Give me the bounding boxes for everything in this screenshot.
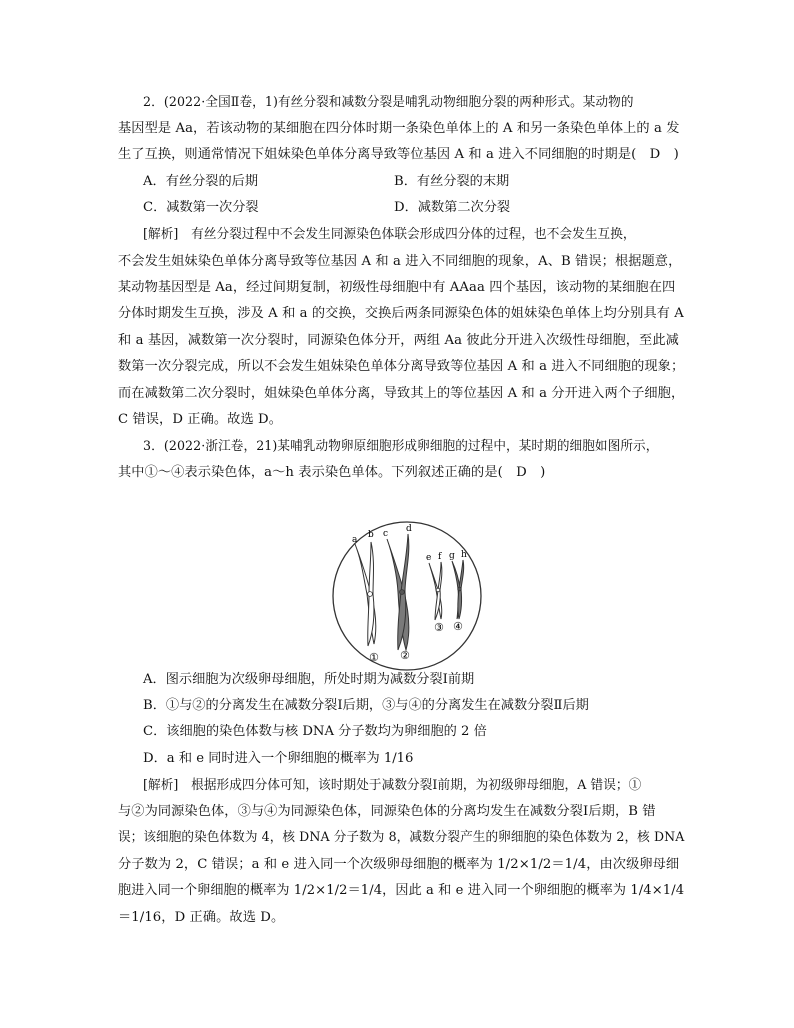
label-chromosome-3: ③ (434, 621, 444, 634)
q2-analysis-line-6: 数第一次分裂完成，所以不会发生姐妹染色单体分离导致等位基因 A 和 a 进入不同细胞的现象； (118, 359, 685, 374)
label-chromatid-d: d (406, 524, 412, 534)
q2-option-d: D．减数第二次分裂 (394, 200, 511, 215)
label-chromatid-h: h (461, 550, 467, 560)
q2-analysis-line-7: 而在减数第二次分裂时，姐妹染色单体分离，导致其上的等位基因 A 和 a 分开进入两个子细胞， (118, 386, 685, 401)
label-chromosome-2: ② (400, 649, 410, 662)
q2-analysis-line-5: 和 a 基因，减数第一次分裂时，同源染色体分开，两组 Aa 彼此分开进入次级性母细胞，至此减 (118, 333, 679, 348)
q2-stem-line-2: 基因型是 Aa，若该动物的某细胞在四分体时期一条染色单体上的 A 和另一条染色单体上的 a 发 (118, 121, 680, 136)
q2-stem-line-1: 2．(2022·全国Ⅱ卷，1)有丝分裂和减数分裂是哺乳动物细胞分裂的两种形式。某动物的 (143, 95, 634, 110)
label-chromatid-g: g (449, 551, 455, 561)
q3-analysis-line-4: 分子数为 2，C 错误；a 和 e 进入同一个次级卵母细胞的概率为 1/2×1/2＝1/4，由次级卵母细 (118, 857, 680, 872)
centromere-1 (368, 592, 373, 597)
q3-option-a: A．图示细胞为次级卵母细胞，所处时期为减数分裂Ⅰ前期 (143, 672, 475, 687)
q3-analysis-line-6: ＝1/16，D 正确。故选 D。 (118, 910, 285, 925)
q2-option-b: B．有丝分裂的末期 (394, 174, 510, 189)
q3-analysis-line-3: 误；该细胞的染色体数为 4，核 DNA 分子数为 8，减数分裂产生的卵细胞的染色体数为 2，核 DNA (118, 830, 685, 845)
q3-analysis-line-5: 胞进入同一个卵细胞的概率为 1/2×1/2＝1/4，因此 a 和 e 进入同一个卵细胞的概率为 1/4×1/4 (118, 883, 685, 898)
q2-analysis-line-2: 不会发生姐妹染色单体分离导致等位基因 A 和 a 进入不同细胞的现象，A、B 错误；根据题意， (118, 254, 682, 269)
q3-stem-line-1: 3．(2022·浙江卷，21)某哺乳动物卵原细胞形成卵细胞的过程中，某时期的细胞如图所示， (143, 439, 659, 454)
centromere-3 (436, 588, 440, 592)
centromere-4 (458, 587, 462, 591)
q2-analysis-line-4: 分体时期发生互换，涉及 A 和 a 的交换，交换后两条同源染色体的姐妹染色单体上均分别具有 A (118, 306, 684, 321)
q2-stem-line-3: 生了互换，则通常情况下姐妹染色单体分离导致等位基因 A 和 a 进入不同细胞的时期是( D ) (118, 147, 679, 162)
label-chromosome-1: ① (369, 651, 379, 664)
centromere-2 (400, 590, 405, 595)
q3-option-c: C．该细胞的染色体数与核 DNA 分子数均为卵细胞的 2 倍 (143, 724, 487, 739)
label-chromatid-c: c (383, 529, 389, 539)
q3-option-d: D．a 和 e 同时进入一个卵细胞的概率为 1/16 (143, 751, 414, 766)
cell-chromosome-figure (331, 520, 483, 672)
q2-analysis-line-3: 某动物基因型是 Aa，经过间期复制，初级性母细胞中有 AAaa 四个基因，该动物的某细胞在四 (118, 280, 676, 295)
label-chromatid-b: b (368, 530, 374, 540)
q2-option-a: A．有丝分裂的后期 (143, 174, 259, 189)
label-chromatid-f: f (438, 552, 442, 562)
q2-analysis-line-1: [解析] 有丝分裂过程中不会发生同源染色体联会形成四分体的过程，也不会发生互换， (143, 227, 636, 242)
label-chromatid-a: a (352, 535, 358, 545)
q3-option-b: B．①与②的分离发生在减数分裂Ⅰ后期，③与④的分离发生在减数分裂Ⅱ后期 (143, 698, 589, 713)
q3-analysis-line-2: 与②为同源染色体，③与④为同源染色体，同源染色体的分离均发生在减数分裂Ⅰ后期，B 错 (118, 804, 656, 819)
q2-option-c: C．减数第一次分裂 (143, 200, 259, 215)
label-chromosome-4: ④ (453, 620, 463, 633)
q2-analysis-line-8: C 错误，D 正确。故选 D。 (118, 412, 282, 427)
q3-analysis-line-1: [解析] 根据形成四分体可知，该时期处于减数分裂Ⅰ前期，为初级卵母细胞，A 错误；① (143, 778, 642, 793)
label-chromatid-e: e (426, 553, 432, 563)
q3-stem-line-2: 其中①～④表示染色体，a～h 表示染色单体。下列叙述正确的是( D ) (118, 465, 546, 480)
